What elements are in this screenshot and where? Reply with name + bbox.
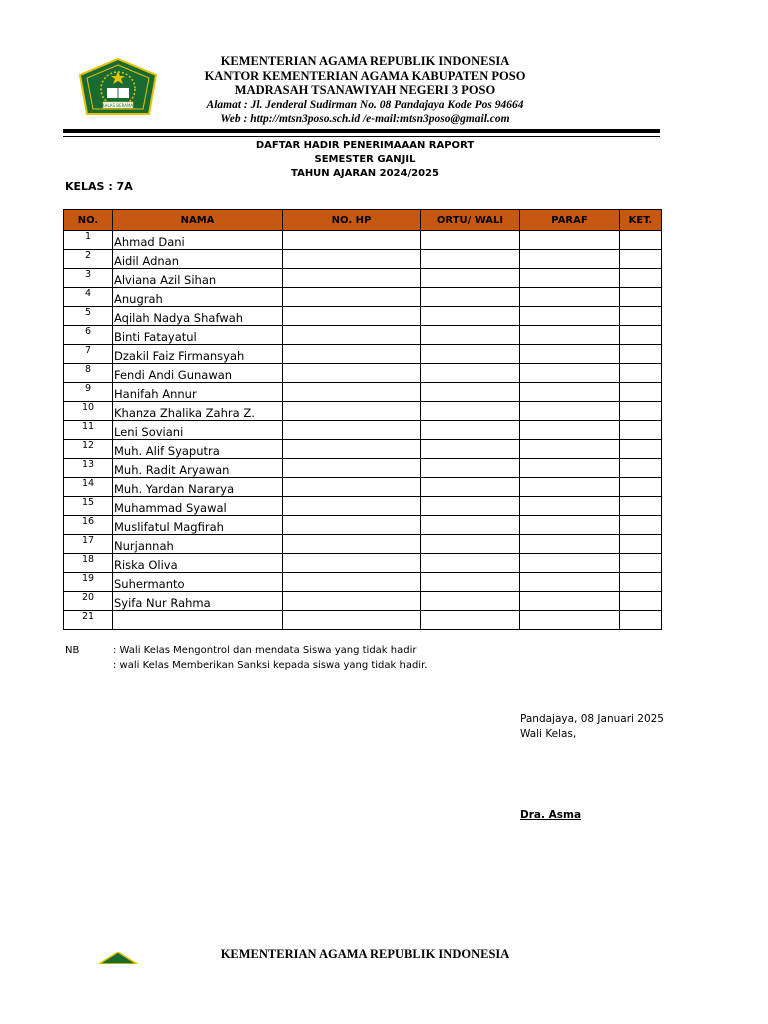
note-item-2: : wali Kelas Memberikan Sanksi kepada siswa yang tidak hadir. — [113, 660, 428, 671]
row-signature — [520, 307, 620, 326]
row-number: 5 — [64, 307, 113, 326]
row-note — [620, 478, 662, 497]
document-title: DAFTAR HADIR PENERIMAAAN RAPORT — [255, 140, 475, 151]
row-name: Muhammad Syawal — [113, 497, 283, 516]
row-note — [620, 250, 662, 269]
row-note — [620, 402, 662, 421]
row-phone — [283, 421, 421, 440]
row-signature — [520, 250, 620, 269]
row-note — [620, 516, 662, 535]
row-parent — [421, 516, 520, 535]
row-phone — [283, 554, 421, 573]
row-number: 11 — [64, 421, 113, 440]
row-name: Ahmad Dani — [113, 231, 283, 250]
row-signature — [520, 421, 620, 440]
notes-text — [113, 643, 427, 673]
row-note — [620, 592, 662, 611]
row-note — [620, 364, 662, 383]
row-number: 10 — [64, 402, 113, 421]
row-note — [620, 535, 662, 554]
row-number: 17 — [64, 535, 113, 554]
logo-motto: IKHLAS BERAMAL — [100, 103, 136, 108]
letterhead-line-3: MADRASAH TSANAWIYAH NEGERI 3 POSO — [234, 83, 496, 97]
row-phone — [283, 326, 421, 345]
row-name: Dzakil Faiz Firmansyah — [113, 345, 283, 364]
row-phone — [283, 535, 421, 554]
row-parent — [421, 364, 520, 383]
document-semester: SEMESTER GANJIL — [314, 154, 416, 165]
row-number: 9 — [64, 383, 113, 402]
row-phone — [283, 478, 421, 497]
row-number: 7 — [64, 345, 113, 364]
row-number: 4 — [64, 288, 113, 307]
row-signature — [520, 573, 620, 592]
row-parent — [421, 611, 520, 630]
row-number: 16 — [64, 516, 113, 535]
row-number: 2 — [64, 250, 113, 269]
table-row — [64, 611, 662, 630]
table-row — [64, 516, 662, 535]
row-phone — [283, 231, 421, 250]
row-note — [620, 307, 662, 326]
row-name — [113, 611, 283, 630]
row-parent — [421, 288, 520, 307]
letterhead-divider-thick — [63, 129, 660, 133]
row-parent — [421, 326, 520, 345]
row-phone — [283, 402, 421, 421]
row-signature — [520, 383, 620, 402]
row-signature — [520, 554, 620, 573]
letterhead — [170, 54, 560, 126]
table-row — [64, 364, 662, 383]
signature-block — [520, 712, 664, 742]
row-number: 19 — [64, 573, 113, 592]
letterhead-line-2: KANTOR KEMENTERIAN AGAMA KABUPATEN POSO — [204, 68, 526, 83]
row-number: 3 — [64, 269, 113, 288]
row-note — [620, 573, 662, 592]
row-phone — [283, 269, 421, 288]
row-note — [620, 497, 662, 516]
row-phone — [283, 383, 421, 402]
letterhead-address: Alamat : Jl. Jenderal Sudirman No. 08 Pandajaya Kode Pos 94664 — [206, 98, 524, 111]
kemenag-logo-partial — [98, 952, 138, 964]
table-row — [64, 459, 662, 478]
row-name: Aidil Adnan — [113, 250, 283, 269]
row-parent — [421, 421, 520, 440]
row-parent — [421, 554, 520, 573]
row-note — [620, 459, 662, 478]
kemenag-logo — [78, 58, 158, 118]
header-paraf: PARAF — [520, 210, 620, 231]
row-number: 13 — [64, 459, 113, 478]
row-parent — [421, 269, 520, 288]
row-phone — [283, 345, 421, 364]
table-row — [64, 478, 662, 497]
row-name: Syifa Nur Rahma — [113, 592, 283, 611]
table-row — [64, 497, 662, 516]
row-name: Fendi Andi Gunawan — [113, 364, 283, 383]
row-name: Khanza Zhalika Zahra Z. — [113, 402, 283, 421]
row-phone — [283, 592, 421, 611]
row-note — [620, 326, 662, 345]
attendance-table-body — [64, 231, 662, 630]
row-parent — [421, 402, 520, 421]
row-parent — [421, 497, 520, 516]
row-signature — [520, 497, 620, 516]
class-label: KELAS : 7A — [65, 180, 133, 193]
row-signature — [520, 592, 620, 611]
row-name: Muslifatul Magfirah — [113, 516, 283, 535]
table-row — [64, 326, 662, 345]
row-phone — [283, 497, 421, 516]
row-phone — [283, 250, 421, 269]
row-signature — [520, 516, 620, 535]
row-phone — [283, 516, 421, 535]
row-parent — [421, 478, 520, 497]
table-row — [64, 440, 662, 459]
row-name: Suhermanto — [113, 573, 283, 592]
row-name: Leni Soviani — [113, 421, 283, 440]
row-signature — [520, 535, 620, 554]
row-signature — [520, 440, 620, 459]
row-phone — [283, 288, 421, 307]
signature-name: Dra. Asma — [520, 809, 582, 821]
row-number: 21 — [64, 611, 113, 630]
row-phone — [283, 573, 421, 592]
row-note — [620, 554, 662, 573]
row-number: 18 — [64, 554, 113, 573]
header-ortu-wali: ORTU/ WALI — [421, 210, 520, 231]
row-name: Hanifah Annur — [113, 383, 283, 402]
table-row — [64, 288, 662, 307]
letterhead-web: Web : http://mtsn3poso.sch.id /e-mail:mtsn3poso@gmail.com — [220, 112, 510, 125]
row-name: Riska Oliva — [113, 554, 283, 573]
row-signature — [520, 345, 620, 364]
row-parent — [421, 345, 520, 364]
signature-role: Wali Kelas, — [520, 728, 577, 740]
row-signature — [520, 269, 620, 288]
header-ket: KET. — [620, 210, 662, 231]
row-note — [620, 421, 662, 440]
row-number: 6 — [64, 326, 113, 345]
row-number: 12 — [64, 440, 113, 459]
row-number: 20 — [64, 592, 113, 611]
row-signature — [520, 478, 620, 497]
table-row — [64, 554, 662, 573]
row-name: Muh. Radit Aryawan — [113, 459, 283, 478]
table-row — [64, 573, 662, 592]
table-row — [64, 592, 662, 611]
row-phone — [283, 611, 421, 630]
table-header-row — [64, 210, 662, 231]
row-parent — [421, 440, 520, 459]
row-parent — [421, 535, 520, 554]
row-note — [620, 440, 662, 459]
row-note — [620, 345, 662, 364]
row-signature — [520, 364, 620, 383]
next-page-letterhead: KEMENTERIAN AGAMA REPUBLIK INDONESIA — [220, 947, 510, 961]
row-parent — [421, 250, 520, 269]
header-no-hp: NO. HP — [283, 210, 421, 231]
table-row — [64, 345, 662, 364]
letterhead-divider-thin — [63, 136, 660, 137]
row-note — [620, 269, 662, 288]
row-signature — [520, 288, 620, 307]
row-note — [620, 383, 662, 402]
row-number: 15 — [64, 497, 113, 516]
document-titles — [200, 139, 530, 181]
row-note — [620, 231, 662, 250]
row-parent — [421, 307, 520, 326]
row-number: 8 — [64, 364, 113, 383]
row-number: 14 — [64, 478, 113, 497]
table-row — [64, 402, 662, 421]
row-signature — [520, 231, 620, 250]
row-parent — [421, 383, 520, 402]
table-row — [64, 421, 662, 440]
row-parent — [421, 592, 520, 611]
row-phone — [283, 440, 421, 459]
note-item-1: : Wali Kelas Mengontrol dan mendata Siswa yang tidak hadir — [113, 645, 417, 656]
row-number: 1 — [64, 231, 113, 250]
letterhead-line-1: KEMENTERIAN AGAMA REPUBLIK INDONESIA — [220, 54, 510, 68]
document-year: TAHUN AJARAN 2024/2025 — [291, 168, 439, 179]
row-signature — [520, 402, 620, 421]
row-name: Alviana Azil Sihan — [113, 269, 283, 288]
row-note — [620, 611, 662, 630]
row-phone — [283, 459, 421, 478]
row-name: Nurjannah — [113, 535, 283, 554]
table-row — [64, 535, 662, 554]
row-phone — [283, 307, 421, 326]
signature-place-date: Pandajaya, 08 Januari 2025 — [520, 713, 664, 725]
row-note — [620, 288, 662, 307]
row-signature — [520, 459, 620, 478]
row-name: Muh. Alif Syaputra — [113, 440, 283, 459]
row-parent — [421, 231, 520, 250]
row-phone — [283, 364, 421, 383]
table-row — [64, 250, 662, 269]
row-name: Anugrah — [113, 288, 283, 307]
row-parent — [421, 573, 520, 592]
row-signature — [520, 611, 620, 630]
row-name: Aqilah Nadya Shafwah — [113, 307, 283, 326]
row-name: Muh. Yardan Nararya — [113, 478, 283, 497]
attendance-table — [63, 209, 662, 630]
table-row — [64, 231, 662, 250]
row-name: Binti Fatayatul — [113, 326, 283, 345]
header-no: NO. — [64, 210, 113, 231]
table-row — [64, 383, 662, 402]
row-signature — [520, 326, 620, 345]
notes-label: NB — [65, 645, 80, 656]
header-nama: NAMA — [113, 210, 283, 231]
table-row — [64, 307, 662, 326]
row-parent — [421, 459, 520, 478]
table-row — [64, 269, 662, 288]
